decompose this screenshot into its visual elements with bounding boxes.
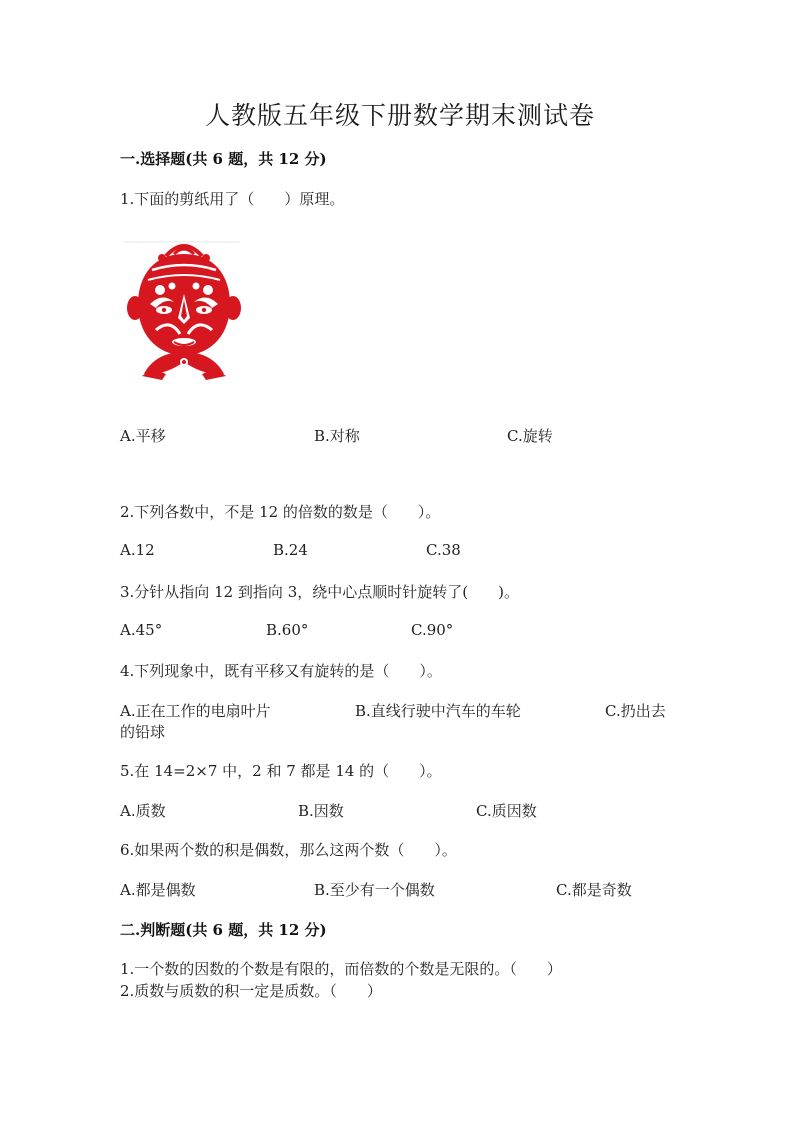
- question-4: 4.下列现象中，既有平移又有旋转的是（ ）。: [120, 662, 442, 680]
- q6-option-b[interactable]: B.至少有一个偶数: [314, 881, 435, 899]
- q2-option-c[interactable]: C.38: [426, 541, 461, 559]
- q6-option-a[interactable]: A.都是偶数: [120, 881, 196, 899]
- paper-cut-face-image: [122, 238, 246, 386]
- section2-heading: 二.判断题(共 6 题，共 12 分): [120, 921, 327, 939]
- question-3: 3.分针从指向 12 到指向 3，绕中心点顺时针旋转了( )。: [120, 583, 519, 601]
- q3-option-c[interactable]: C.90°: [411, 621, 454, 639]
- question-6: 6.如果两个数的积是偶数，那么这两个数（ ）。: [120, 841, 457, 859]
- page-title: 人教版五年级下册数学期末测试卷: [204, 101, 595, 130]
- q4-option-a[interactable]: A.正在工作的电扇叶片: [120, 702, 271, 720]
- question-1: 1.下面的剪纸用了（ ）原理。: [120, 190, 345, 208]
- q3-option-a[interactable]: A.45°: [120, 621, 163, 639]
- judge-question-2: 2.质数与质数的积一定是质数。（ ）: [120, 982, 382, 1000]
- q1-option-c[interactable]: C.旋转: [507, 427, 553, 445]
- q2-option-a[interactable]: A.12: [120, 541, 155, 559]
- section1-heading: 一.选择题(共 6 题，共 12 分): [120, 150, 327, 168]
- question-5: 5.在 14=2×7 中，2 和 7 都是 14 的（ ）。: [120, 762, 442, 780]
- q6-option-c[interactable]: C.都是奇数: [556, 881, 632, 899]
- q4-option-c[interactable]: C.扔出去: [605, 702, 666, 720]
- q5-option-b[interactable]: B.因数: [298, 802, 344, 820]
- q5-option-c[interactable]: C.质因数: [476, 802, 537, 820]
- q3-option-b[interactable]: B.60°: [266, 621, 309, 639]
- q1-option-a[interactable]: A.平移: [120, 427, 166, 445]
- judge-question-1: 1.一个数的因数的个数是有限的，而倍数的个数是无限的。（ ）: [120, 960, 562, 978]
- q4-option-b[interactable]: B.直线行驶中汽车的车轮: [355, 702, 521, 720]
- q1-option-b[interactable]: B.对称: [314, 427, 360, 445]
- question-2: 2.下列各数中，不是 12 的倍数的数是（ ）。: [120, 503, 441, 521]
- q4-option-c-wrap: 的铅球: [120, 723, 166, 741]
- q5-option-a[interactable]: A.质数: [120, 802, 166, 820]
- q2-option-b[interactable]: B.24: [273, 541, 308, 559]
